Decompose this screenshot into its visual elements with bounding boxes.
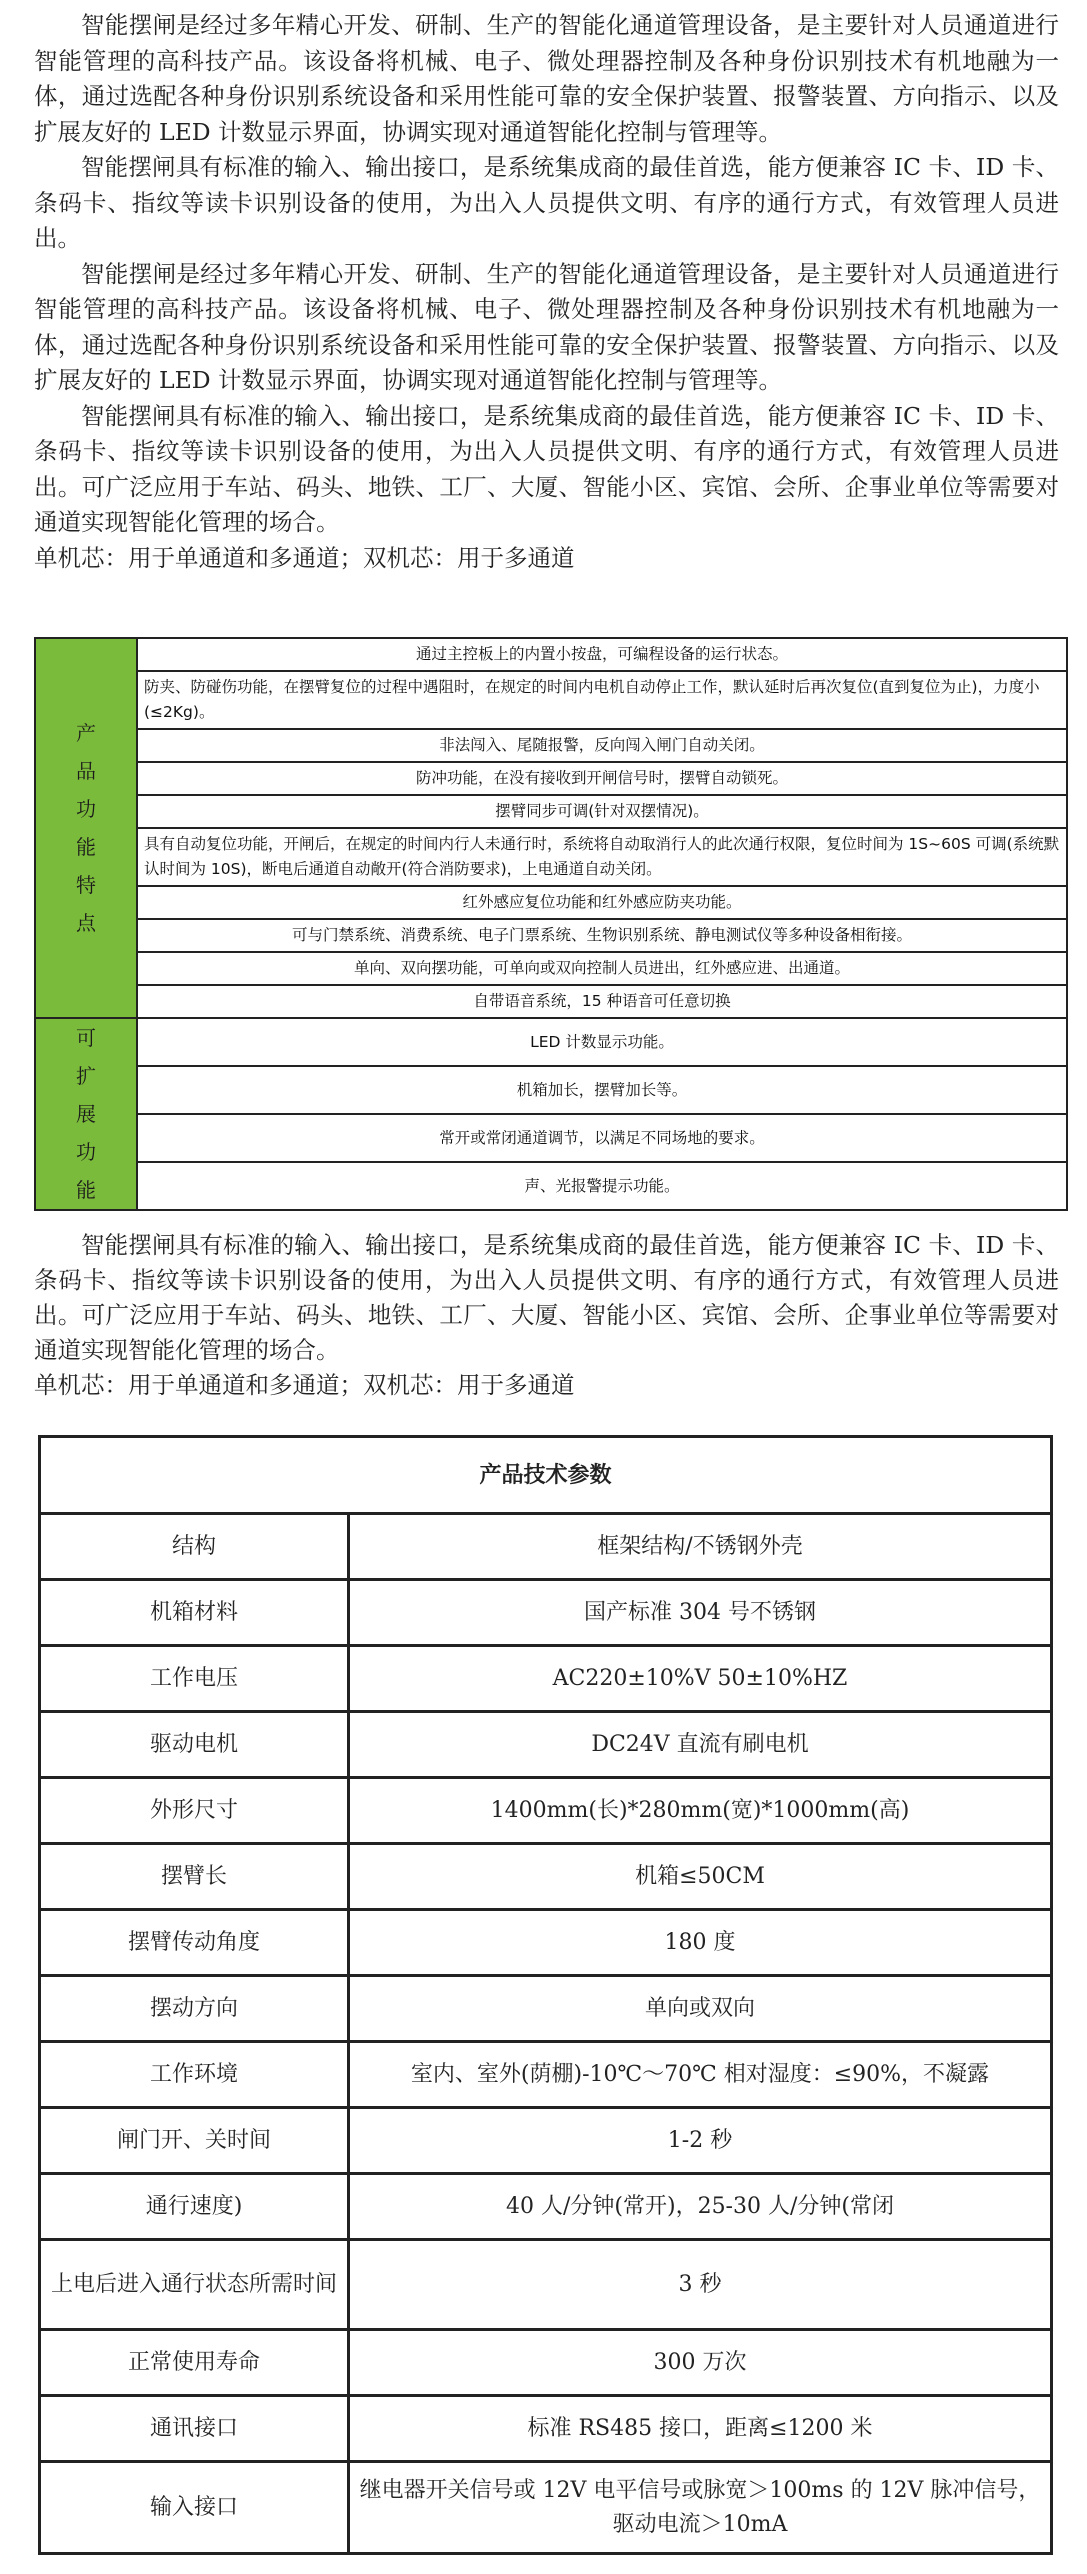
spec-value: 180 度 <box>349 1910 1052 1976</box>
spec-row <box>40 2108 1052 2174</box>
spec-key: 输入接口 <box>40 2462 349 2554</box>
spec-row <box>40 2240 1052 2330</box>
intro-text <box>34 8 1059 576</box>
application-text <box>34 1228 1059 1403</box>
intro-core-note: 单机芯：用于单通道和多通道；双机芯：用于多通道 <box>34 543 575 572</box>
spec-key: 摆臂长 <box>40 1844 349 1910</box>
feature-row <box>35 671 1067 729</box>
intro-paragraph-4: 智能摆闸具有标准的输入、输出接口，是系统集成商的最佳首选，能方便兼容 IC 卡、ID 卡、条码卡、指纹等读卡识别设备的使用，为出入人员提供文明、有序的通行方式，有效管理人员进出。可广泛应用于车站、码头、地铁、工厂、大厦、智能小区、宾馆、会所、企事业单位等需要对通道实现智能化管理的场合。 <box>34 401 1059 536</box>
spec-value: AC220±10%V 50±10%HZ <box>349 1646 1052 1712</box>
extension-features-category: 可 扩 展 功 能 <box>35 1018 137 1210</box>
spec-row <box>40 2462 1052 2554</box>
spec-key: 通讯接口 <box>40 2396 349 2462</box>
spec-row <box>40 1580 1052 1646</box>
spec-row <box>40 2174 1052 2240</box>
spec-value: 国产标准 304 号不锈钢 <box>349 1580 1052 1646</box>
spec-value: 1400mm(长)*280mm(宽)*1000mm(高) <box>349 1778 1052 1844</box>
feature-row <box>35 919 1067 952</box>
feature-item: 单向、双向摆功能，可单向或双向控制人员进出，红外感应进、出通道。 <box>137 952 1067 985</box>
spec-value: 单向或双向 <box>349 1976 1052 2042</box>
spec-key: 上电后进入通行状态所需时间 <box>40 2240 349 2330</box>
feature-item: 红外感应复位功能和红外感应防夹功能。 <box>137 886 1067 919</box>
feature-row <box>35 762 1067 795</box>
spec-header-row <box>40 1437 1052 1514</box>
spec-value: 继电器开关信号或 12V 电平信号或脉宽＞100ms 的 12V 脉冲信号，驱动电流＞10mA <box>349 2462 1052 2554</box>
spec-row <box>40 1514 1052 1580</box>
extension-item: LED 计数显示功能。 <box>137 1018 1067 1066</box>
feature-row <box>35 795 1067 828</box>
spec-key: 机箱材料 <box>40 1580 349 1646</box>
spec-key: 外形尺寸 <box>40 1778 349 1844</box>
extension-row <box>35 1066 1067 1114</box>
feature-row <box>35 638 1067 671</box>
spec-row <box>40 2396 1052 2462</box>
extension-row <box>35 1018 1067 1066</box>
spec-table-title: 产品技术参数 <box>40 1437 1052 1514</box>
intro-paragraph-3: 智能摆闸是经过多年精心开发、研制、生产的智能化通道管理设备，是主要针对人员通道进行智能管理的高科技产品。该设备将机械、电子、微处理器控制及各种身份识别技术有机地融为一体，通过选配各种身份识别系统设备和采用性能可靠的安全保护装置、报警装置、方向指示、以及扩展友好的 LED 计数显示界面，协调实现对通道智能化控制与管理等。 <box>34 259 1059 394</box>
spec-value: DC24V 直流有刷电机 <box>349 1712 1052 1778</box>
extension-row <box>35 1114 1067 1162</box>
feature-row <box>35 729 1067 762</box>
extension-item: 声、光报警提示功能。 <box>137 1162 1067 1210</box>
feature-row <box>35 985 1067 1018</box>
feature-item: 可与门禁系统、消费系统、电子门票系统、生物识别系统、静电测试仪等多种设备相衔接。 <box>137 919 1067 952</box>
spec-value: 300 万次 <box>349 2330 1052 2396</box>
spec-table <box>38 1435 1053 2555</box>
spec-value: 3 秒 <box>349 2240 1052 2330</box>
spec-value: 机箱≤50CM <box>349 1844 1052 1910</box>
product-features-category: 产 品 功 能 特 点 <box>35 638 137 1018</box>
spec-value: 框架结构/不锈钢外壳 <box>349 1514 1052 1580</box>
application-core-note: 单机芯：用于单通道和多通道；双机芯：用于多通道 <box>34 1371 575 1399</box>
spec-key: 工作环境 <box>40 2042 349 2108</box>
feature-item: 非法闯入、尾随报警，反向闯入闸门自动关闭。 <box>137 729 1067 762</box>
feature-item: 具有自动复位功能，开闸后，在规定的时间内行人未通行时，系统将自动取消行人的此次通行权限，复位时间为 1S~60S 可调(系统默认时间为 10S)，断电后通道自动敞开(符合消防要求)，上电通道自动关闭。 <box>137 828 1067 886</box>
spec-row <box>40 1646 1052 1712</box>
spec-value: 40 人/分钟(常开)，25-30 人/分钟(常闭 <box>349 2174 1052 2240</box>
spec-row <box>40 1910 1052 1976</box>
extension-row <box>35 1162 1067 1210</box>
spec-key: 通行速度) <box>40 2174 349 2240</box>
spec-key: 摆臂传动角度 <box>40 1910 349 1976</box>
feature-item: 摆臂同步可调(针对双摆情况)。 <box>137 795 1067 828</box>
extension-item: 机箱加长，摆臂加长等。 <box>137 1066 1067 1114</box>
feature-item: 自带语音系统，15 种语音可任意切换 <box>137 985 1067 1018</box>
spec-row <box>40 2330 1052 2396</box>
intro-paragraph-2: 智能摆闸具有标准的输入、输出接口，是系统集成商的最佳首选，能方便兼容 IC 卡、ID 卡、条码卡、指纹等读卡识别设备的使用，为出入人员提供文明、有序的通行方式，有效管理人员进出。 <box>34 153 1059 252</box>
spec-value: 室内、室外(荫棚)-10℃～70℃ 相对湿度：≤90%，不凝露 <box>349 2042 1052 2108</box>
spec-key: 正常使用寿命 <box>40 2330 349 2396</box>
spec-key: 闸门开、关时间 <box>40 2108 349 2174</box>
spec-row <box>40 2042 1052 2108</box>
feature-row <box>35 828 1067 886</box>
feature-item: 通过主控板上的内置小按盘，可编程设备的运行状态。 <box>137 638 1067 671</box>
intro-paragraph-1: 智能摆闸是经过多年精心开发、研制、生产的智能化通道管理设备，是主要针对人员通道进行智能管理的高科技产品。该设备将机械、电子、微处理器控制及各种身份识别技术有机地融为一体，通过选配各种身份识别系统设备和采用性能可靠的安全保护装置、报警装置、方向指示、以及扩展友好的 LED 计数显示界面，协调实现对通道智能化控制与管理等。 <box>34 11 1059 146</box>
spec-row <box>40 1778 1052 1844</box>
spec-key: 工作电压 <box>40 1646 349 1712</box>
feature-table <box>34 637 1068 1211</box>
spec-key: 结构 <box>40 1514 349 1580</box>
spec-row <box>40 1844 1052 1910</box>
spec-row <box>40 1976 1052 2042</box>
spec-value: 1-2 秒 <box>349 2108 1052 2174</box>
spec-row <box>40 1712 1052 1778</box>
feature-item: 防夹、防碰伤功能，在摆臂复位的过程中遇阻时，在规定的时间内电机自动停止工作，默认延时后再次复位(直到复位为止)，力度小(≤2Kg)。 <box>137 671 1067 729</box>
spec-key: 驱动电机 <box>40 1712 349 1778</box>
feature-row <box>35 952 1067 985</box>
feature-row <box>35 886 1067 919</box>
spec-key: 摆动方向 <box>40 1976 349 2042</box>
application-paragraph: 智能摆闸具有标准的输入、输出接口，是系统集成商的最佳首选，能方便兼容 IC 卡、ID 卡、条码卡、指纹等读卡识别设备的使用，为出入人员提供文明、有序的通行方式，有效管理人员进出。可广泛应用于车站、码头、地铁、工厂、大厦、智能小区、宾馆、会所、企事业单位等需要对通道实现智能化管理的场合。 <box>34 1231 1059 1364</box>
extension-item: 常开或常闭通道调节，以满足不同场地的要求。 <box>137 1114 1067 1162</box>
spec-value: 标准 RS485 接口，距离≤1200 米 <box>349 2396 1052 2462</box>
feature-item: 防冲功能，在没有接收到开闸信号时，摆臂自动锁死。 <box>137 762 1067 795</box>
